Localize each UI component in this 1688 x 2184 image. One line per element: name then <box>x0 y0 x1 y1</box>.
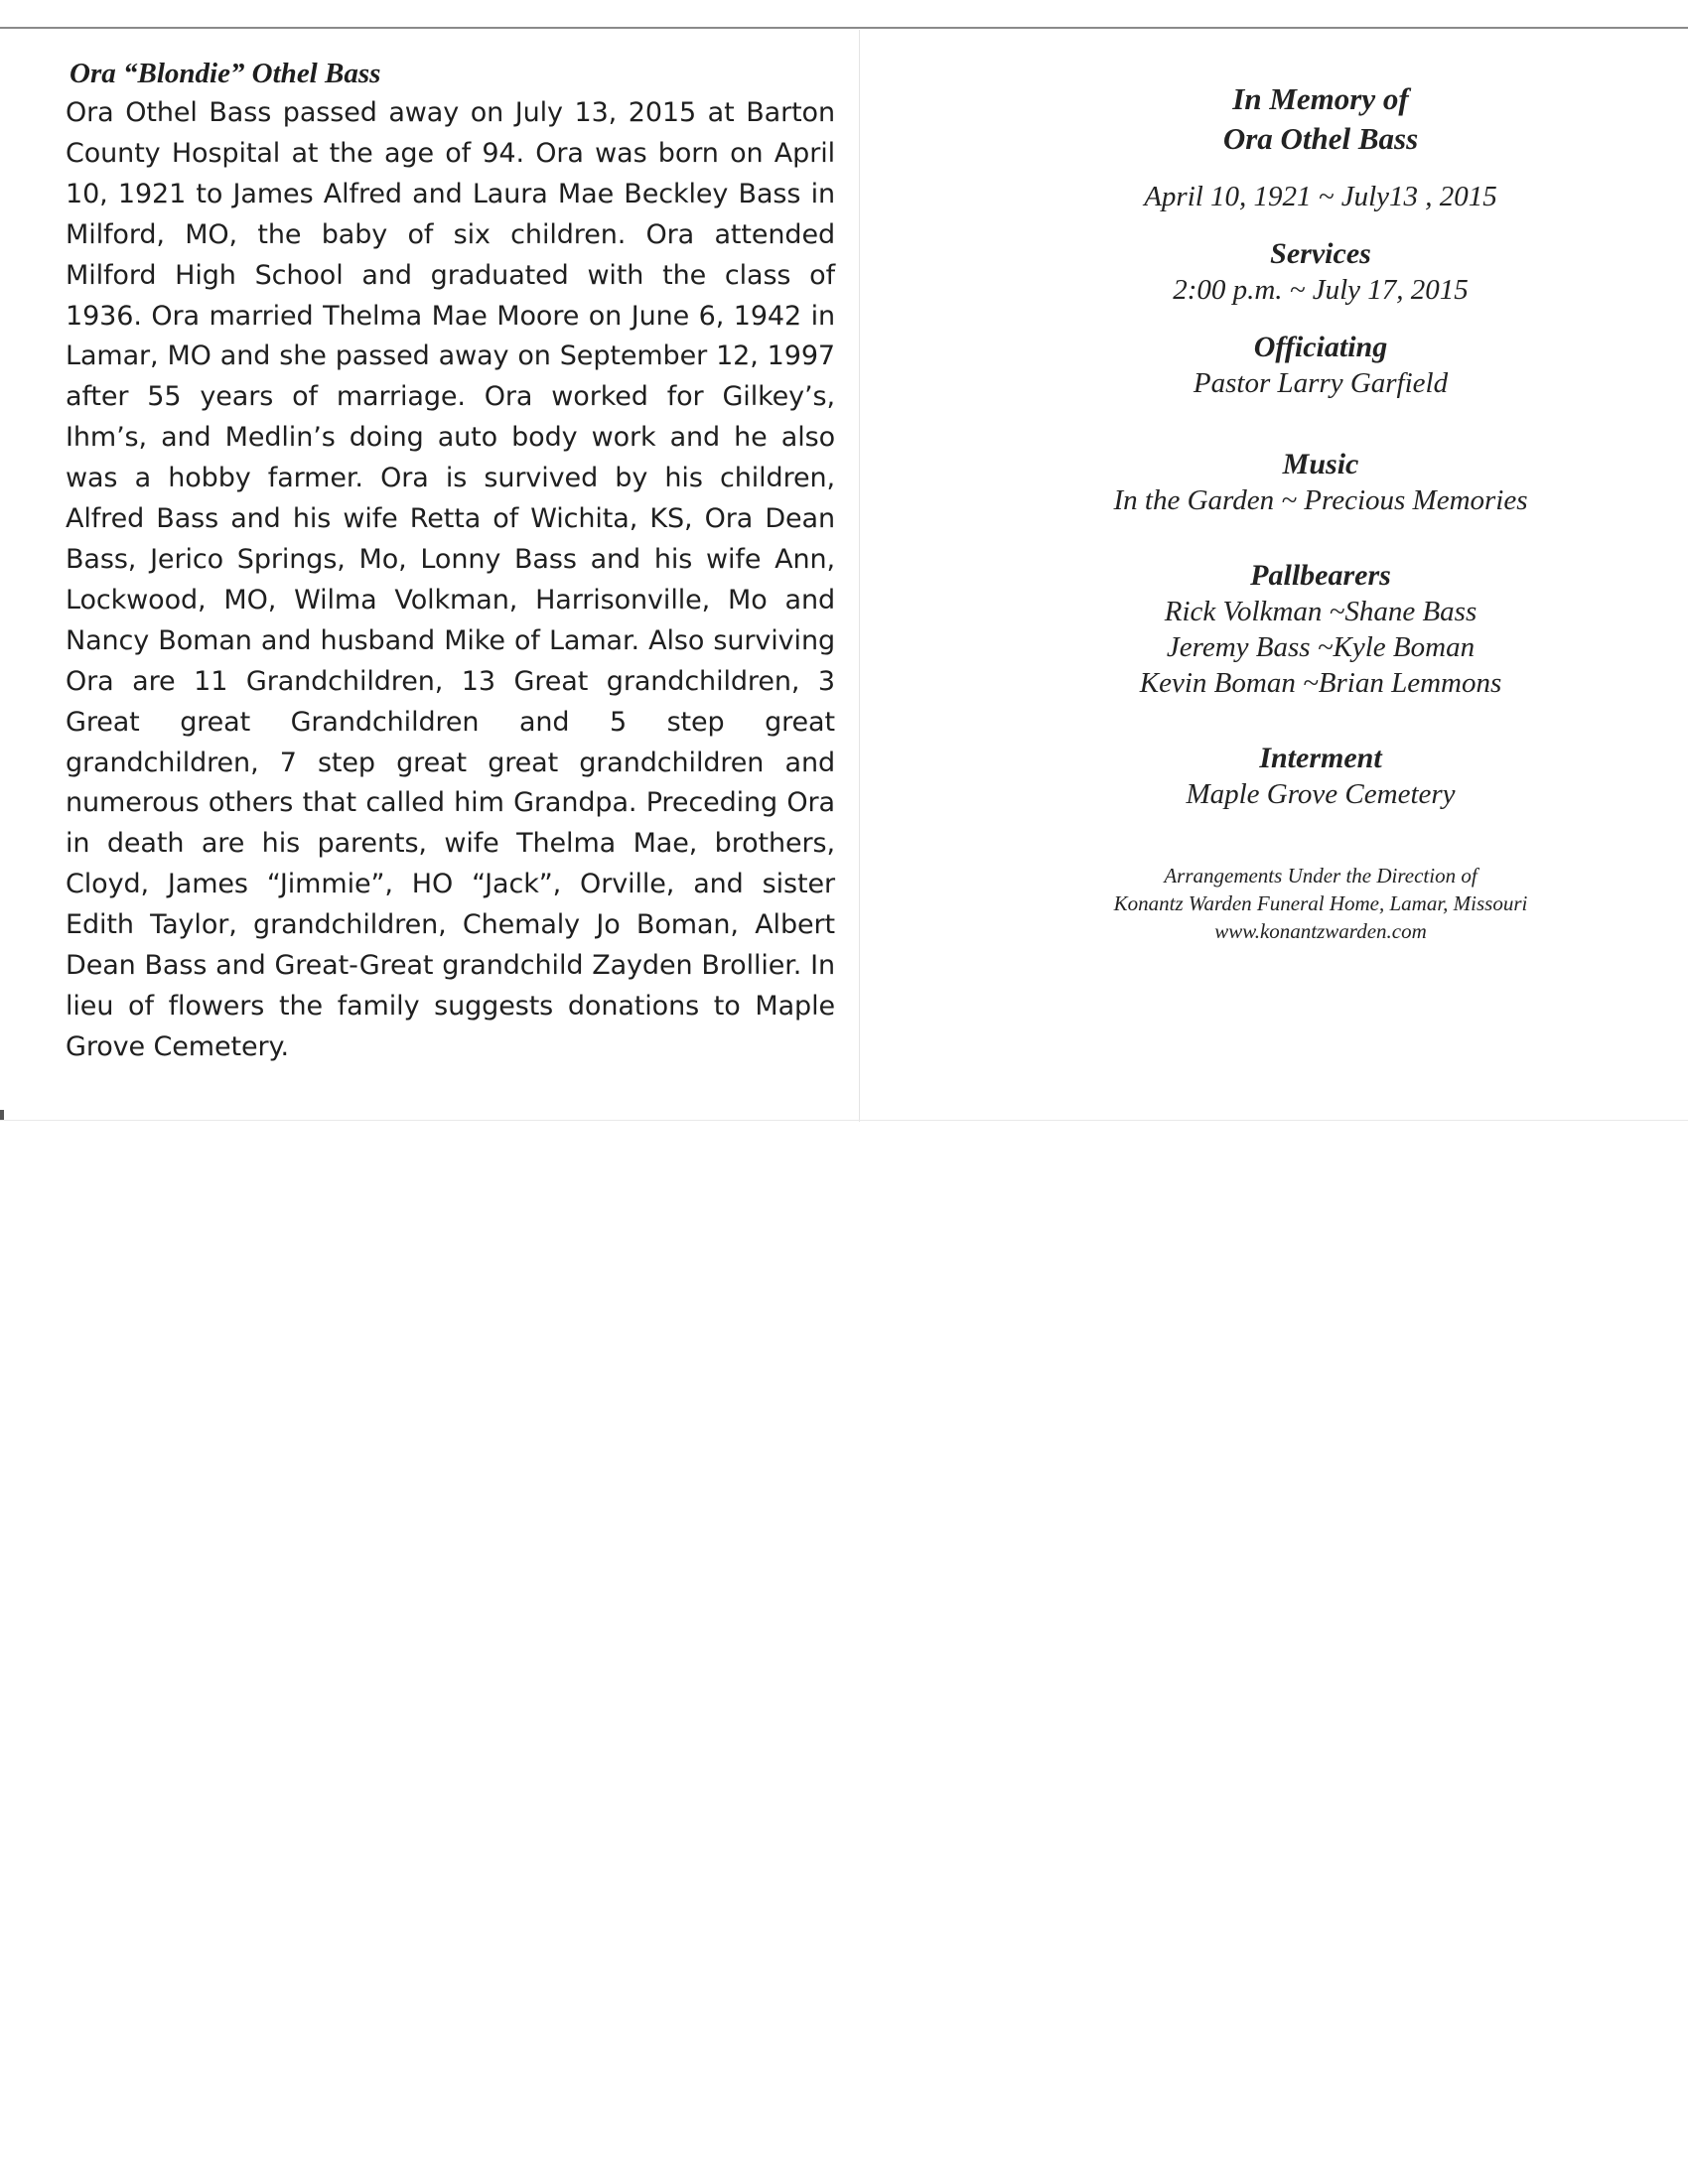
funeral-home-name: Konantz Warden Funeral Home, Lamar, Missouri <box>1113 891 1528 915</box>
services-section <box>1013 236 1628 308</box>
memory-title-line1: In Memory of <box>1232 81 1409 116</box>
obituary-text: Ora Othel Bass passed away on July 13, 2015 at Barton County Hospital at the age of 94. Ora was born on April 10, 1921 to James Alfred and Laura Mae Beckley Bass in Milford, MO, the baby of six children. Ora attended Milford High School and graduated with the class of 1936. Ora married Thelma Mae Moore on June 6, 1942 in Lamar, MO and she passed away on September 12, 1997 after 55 years of marriage. Ora worked for Gilkey’s, Ihm’s, and Medlin’s doing auto body work and he also was a hobby farmer. Ora is survived by his children, Alfred Bass and his wife Retta of Wichita, KS, Ora Dean Bass, Jerico Springs, Mo, Lonny Bass and his wife Ann, Lockwood, MO, Wilma Volkman, Harrisonville, Mo and Nancy Boman and husband Mike of Lamar. Also surviving Ora are 11 Grandchildren, 13 Great grandchildren, 3 Great great Grandchildren and 5 step great grandchildren, 7 step great great grandchildren and numerous others that called him Grandpa. Preceding Ora in death are his parents, wife Thelma Mae, brothers, Cloyd, James “Jimmie”, HO “Jack”, Orville, and sister Edith Taylor, grandchildren, Chemaly Jo Boman, Albert Dean Bass and Great-Great grandchild Zayden Brollier. In lieu of flowers the family suggests donations to Maple Grove Cemetery. <box>66 97 835 1062</box>
life-dates: April 10, 1921 ~ July13 , 2015 <box>1144 181 1497 212</box>
pallbearers-line: Rick Volkman ~Shane Bass <box>1164 596 1477 627</box>
memory-title-line2: Ora Othel Bass <box>1222 121 1419 156</box>
services-time: 2:00 p.m. ~ July 17, 2015 <box>1173 274 1469 306</box>
card-bottom-edge <box>0 1120 1688 1121</box>
interment-heading: Interment <box>1259 742 1382 774</box>
music-section <box>1013 447 1628 518</box>
music-selections: In the Garden ~ Precious Memories <box>1113 484 1528 516</box>
arrangements-line1: Arrangements Under the Direction of <box>1164 864 1477 887</box>
obituary-column <box>66 56 835 1068</box>
service-program-column <box>1013 79 1628 945</box>
services-heading: Services <box>1270 237 1371 270</box>
arrangements-note <box>1013 862 1628 945</box>
officiating-heading: Officiating <box>1253 331 1388 363</box>
music-heading: Music <box>1282 448 1359 480</box>
pallbearers-line: Kevin Boman ~Brian Lemmons <box>1139 667 1502 699</box>
funeral-home-website: www.konantzwarden.com <box>1214 919 1427 943</box>
card-top-edge <box>0 27 1688 29</box>
pallbearers-line: Jeremy Bass ~Kyle Boman <box>1166 631 1476 663</box>
pallbearers-heading: Pallbearers <box>1250 559 1391 592</box>
obituary-heading: Ora “Blondie” Othel Bass <box>70 58 381 89</box>
pallbearers-section <box>1013 558 1628 701</box>
card-fold-line <box>859 30 860 1122</box>
interment-location: Maple Grove Cemetery <box>1186 778 1456 810</box>
card-corner-mark <box>0 1110 4 1120</box>
interment-section <box>1013 741 1628 812</box>
officiant-name: Pastor Larry Garfield <box>1193 367 1449 399</box>
officiating-section <box>1013 330 1628 401</box>
